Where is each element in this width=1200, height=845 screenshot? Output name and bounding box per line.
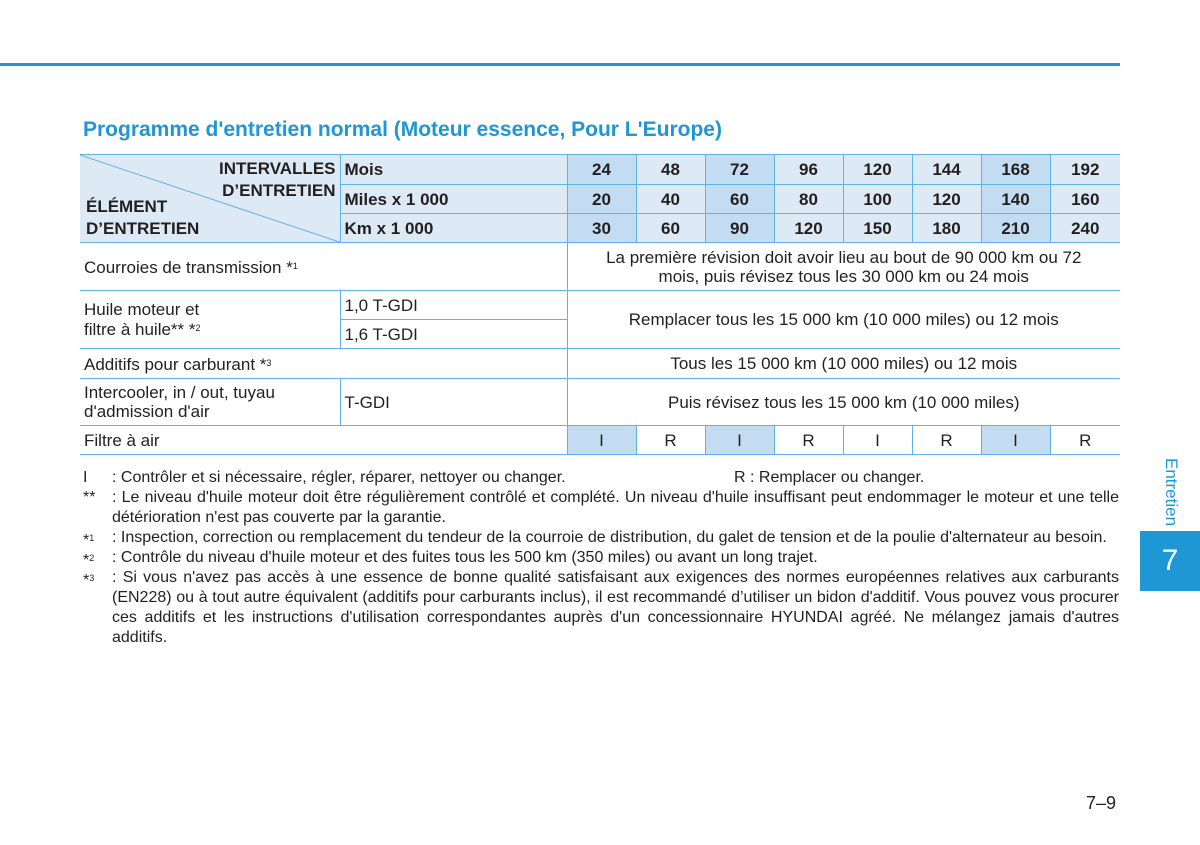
action-code: I xyxy=(843,426,912,455)
legend-i-text: : Contrôler et si nécessaire, régler, réparer, nettoyer ou changer. xyxy=(112,469,566,486)
chapter-number-tab: 7 xyxy=(1140,531,1200,591)
interval-value: 240 xyxy=(1050,214,1120,243)
interval-value: 120 xyxy=(912,185,981,214)
interval-value: 60 xyxy=(705,185,774,214)
engine-variant-1-0: 1,0 T-GDI xyxy=(340,291,567,320)
item-label-oil: Huile moteur et filtre à huile** *$^2$ xyxy=(80,291,340,349)
engine-variant-1-6: 1,6 T-GDI xyxy=(340,320,567,349)
action-code: I xyxy=(705,426,774,455)
interval-value: 48 xyxy=(636,155,705,185)
top-rule xyxy=(0,63,1120,66)
item-label-additives: Additifs pour carburant *$^3$ xyxy=(80,349,567,379)
interval-value: 120 xyxy=(843,155,912,185)
interval-label-months: Mois xyxy=(340,155,567,185)
interval-value: 160 xyxy=(1050,185,1120,214)
action-code: R xyxy=(774,426,843,455)
note-double-star: ** : Le niveau d'huile moteur doit être régulièrement contrôlé et complété. Un niveau d'huile insuffisant peut endommager le moteur et une telle détérioration n'est pas couverte par la garantie. xyxy=(83,489,1119,526)
item-label-air-filter: Filtre à air xyxy=(80,426,567,455)
interval-value: 30 xyxy=(567,214,636,243)
legend-i-r xyxy=(83,468,1119,488)
action-code: R xyxy=(1050,426,1120,455)
interval-label-miles: Miles x 1 000 xyxy=(340,185,567,214)
action-code: R xyxy=(912,426,981,455)
oil-instruction: Remplacer tous les 15 000 km (10 000 miles) ou 12 mois xyxy=(567,291,1120,349)
interval-label-km: Km x 1 000 xyxy=(340,214,567,243)
interval-value: 20 xyxy=(567,185,636,214)
interval-value: 60 xyxy=(636,214,705,243)
footnotes xyxy=(83,468,1119,648)
interval-value: 24 xyxy=(567,155,636,185)
row-air-filter xyxy=(80,426,1120,455)
interval-value: 96 xyxy=(774,155,843,185)
note-2: *$^2$ : Contrôle du niveau d'huile moteur et des fuites tous les 500 km (350 miles) ou avant un long trajet. xyxy=(83,549,818,569)
interval-value: 144 xyxy=(912,155,981,185)
interval-value: 100 xyxy=(843,185,912,214)
interval-value: 180 xyxy=(912,214,981,243)
interval-value: 72 xyxy=(705,155,774,185)
interval-value: 150 xyxy=(843,214,912,243)
row-intercooler xyxy=(80,379,1120,426)
action-code: I xyxy=(981,426,1050,455)
additives-instruction: Tous les 15 000 km (10 000 miles) ou 12 mois xyxy=(567,349,1120,379)
interval-value: 210 xyxy=(981,214,1050,243)
corner-element-label: ÉLÉMENT D’ENTRETIEN xyxy=(86,197,200,238)
note-1: *$^1$ : Inspection, correction ou remplacement du tendeur de la courroie de distribution, du galet de tension et de la poulie d'alternateur au besoin. xyxy=(83,529,1107,549)
interval-value: 80 xyxy=(774,185,843,214)
legend-i-marker: I xyxy=(83,469,88,486)
header-corner-cell xyxy=(80,155,340,243)
item-label-belts: Courroies de transmission *$^1$ xyxy=(80,243,567,291)
row-additives xyxy=(80,349,1120,379)
row-belts xyxy=(80,243,1120,291)
intercooler-instruction: Puis révisez tous les 15 000 km (10 000 miles) xyxy=(567,379,1120,426)
belts-instruction: La première révision doit avoir lieu au bout de 90 000 km ou 72 mois, puis révisez tous les 30 000 km ou 24 mois xyxy=(567,243,1120,291)
row-oil xyxy=(80,291,1120,320)
header-row-months xyxy=(80,155,1120,185)
maintenance-schedule-table xyxy=(80,154,1120,455)
interval-value: 40 xyxy=(636,185,705,214)
interval-value: 168 xyxy=(981,155,1050,185)
interval-value: 192 xyxy=(1050,155,1120,185)
interval-value: 140 xyxy=(981,185,1050,214)
section-title: Programme d'entretien normal (Moteur essence, Pour L'Europe) xyxy=(83,118,722,141)
interval-value: 120 xyxy=(774,214,843,243)
page-number: 7–9 xyxy=(1086,793,1117,813)
corner-intervals-label: INTERVALLES D’ENTRETIEN xyxy=(219,159,336,200)
engine-variant-tgdi: T-GDI xyxy=(340,379,567,426)
note-3: *$^3$ : Si vous n'avez pas accès à une essence de bonne qualité satisfaisant aux exigences des normes européennes relatives aux carburants (EN228) ou à tout autre équivalent (additifs pour carburants inclus), il est recommandé d’utiliser un bidon d'additif. Vous pouvez vous procurer ces additifs et les instructions d'utilisation correspondantes auprès d'un concessionnaire HYUNDAI agréé. Ne mélangez jamais d'autres additifs. xyxy=(83,569,1119,646)
action-code: I xyxy=(567,426,636,455)
item-label-intercooler: Intercooler, in / out, tuyau d'admission d'air xyxy=(80,379,340,426)
legend-r: R : Remplacer ou changer. xyxy=(734,469,925,486)
chapter-side-label: Entretien xyxy=(1162,457,1181,527)
action-code: R xyxy=(636,426,705,455)
interval-value: 90 xyxy=(705,214,774,243)
